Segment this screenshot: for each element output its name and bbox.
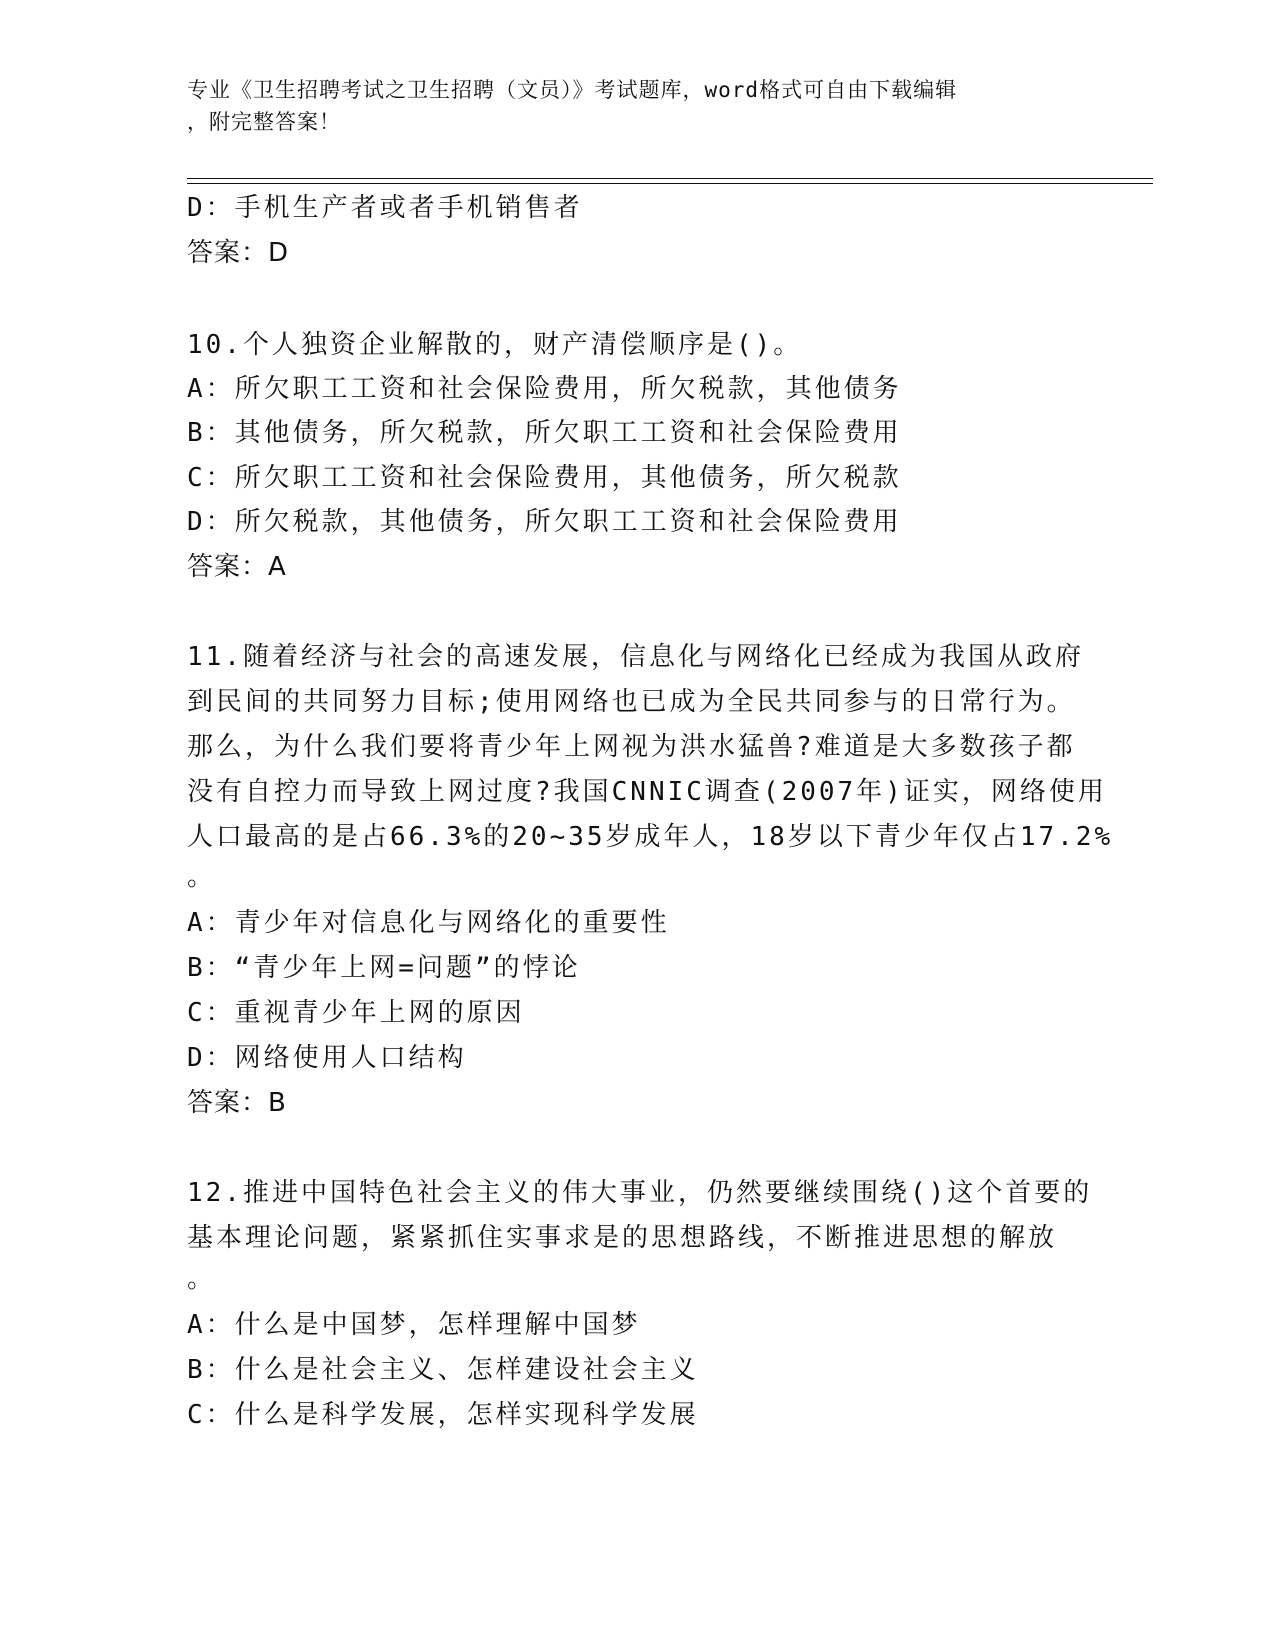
q11-stem-line-4: 没有自控力而导致上网过度?我国CNNIC调查(2007年)证实，网络使用 <box>187 777 1107 807</box>
header-divider-top <box>187 178 1153 179</box>
q12-option-a: A：什么是中国梦，怎样理解中国梦 <box>187 1310 641 1340</box>
q10-option-d: D：所欠税款，其他债务，所欠职工工资和社会保险费用 <box>187 507 902 537</box>
q12-stem-line-2: 基本理论问题，紧紧抓住实事求是的思想路线，不断推进思想的解放 <box>187 1223 1058 1253</box>
q11-stem-line-2: 到民间的共同努力目标;使用网络也已成为全民共同参与的日常行为。 <box>187 687 1076 717</box>
q9-answer: 答案：D <box>187 238 290 268</box>
q11-stem-line-6: 。 <box>187 862 217 892</box>
q11-option-a: A：青少年对信息化与网络化的重要性 <box>187 908 670 938</box>
q12-stem-line-3: 。 <box>187 1264 217 1294</box>
q11-stem-line-3: 那么，为什么我们要将青少年上网视为洪水猛兽?难道是大多数孩子都 <box>187 732 1076 762</box>
q11-option-d: D：网络使用人口结构 <box>187 1043 467 1073</box>
q9-option-d: D：手机生产者或者手机销售者 <box>187 193 583 223</box>
header-line-2: ，附完整答案！ <box>187 110 341 134</box>
q10-answer: 答案：A <box>187 552 287 582</box>
q11-option-c: C：重视青少年上网的原因 <box>187 998 525 1028</box>
q12-option-c: C：什么是科学发展，怎样实现科学发展 <box>187 1400 699 1430</box>
q12-option-b: B：什么是社会主义、怎样建设社会主义 <box>187 1355 699 1385</box>
q11-option-b: B：“青少年上网=问题”的悖论 <box>187 953 581 983</box>
q10-option-a: A：所欠职工工资和社会保险费用，所欠税款，其他债务 <box>187 374 902 404</box>
q10-stem: 10.个人独资企业解散的，财产清偿顺序是()。 <box>187 330 803 360</box>
q12-stem-line-1: 12.推进中国特色社会主义的伟大事业，仍然要继续围绕()这个首要的 <box>187 1178 1093 1208</box>
q10-option-c: C：所欠职工工资和社会保险费用，其他债务，所欠税款 <box>187 463 902 493</box>
q10-option-b: B：其他债务，所欠税款，所欠职工工资和社会保险费用 <box>187 418 902 448</box>
header-line-1: 专业《卫生招聘考试之卫生招聘（文员）》考试题库，word格式可自由下载编辑 <box>187 78 958 102</box>
document-header <box>187 74 1087 138</box>
q11-answer: 答案：B <box>187 1088 287 1118</box>
q11-stem-line-1: 11.随着经济与社会的高速发展，信息化与网络化已经成为我国从政府 <box>187 642 1084 672</box>
header-divider-bottom <box>187 183 1153 184</box>
q11-stem-line-5: 人口最高的是占66.3%的20~35岁成年人，18岁以下青少年仅占17.2% <box>187 822 1114 852</box>
